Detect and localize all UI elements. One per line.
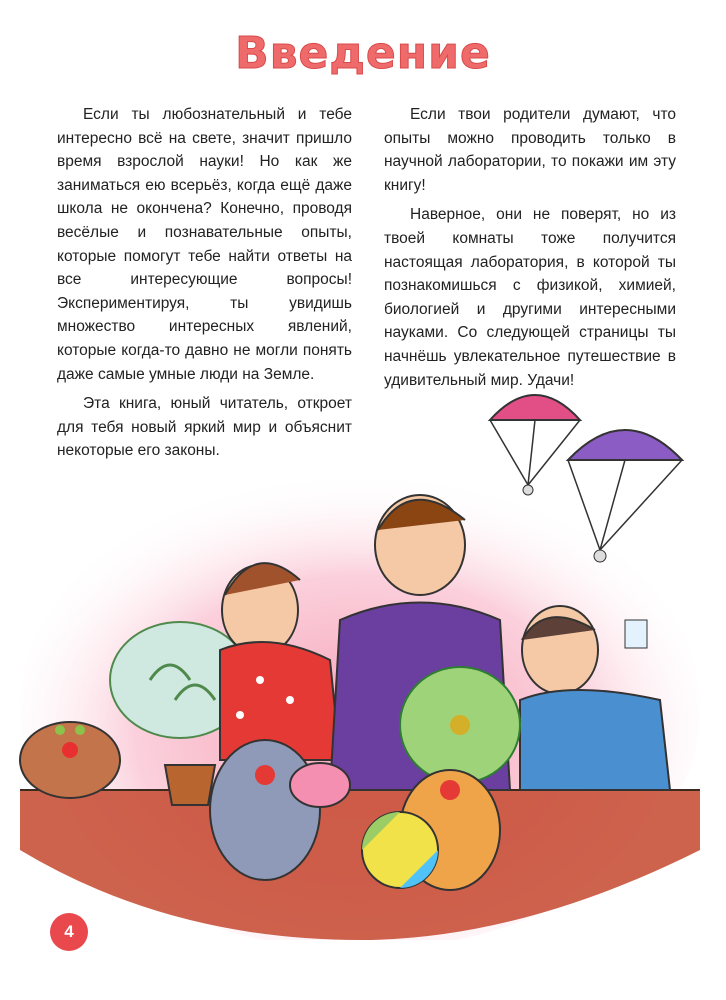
balloon-icon <box>400 667 520 783</box>
page-title: Введение <box>235 28 491 79</box>
cat-icon <box>20 722 120 798</box>
page-number-badge: 4 <box>50 913 88 951</box>
table-surface <box>20 790 700 940</box>
parachute-icon <box>490 395 580 495</box>
paragraph: Эта книга, юный читатель, откроет для тебя новый яркий мир и объяснит некоторые его законы. <box>57 395 352 460</box>
paragraph: Наверное, они не поверят, но из твоей комнаты тоже получится настоящая лаборатория, в которой ты познакомишься с физикой, химией, биологией и другими интересными науками. Со следующей страницы ты начнёшь увлекательное путешествие в удивительный мир. Удачи! <box>384 206 676 389</box>
illustration <box>0 380 726 940</box>
boy-figure <box>520 606 670 790</box>
right-text-column <box>384 103 676 398</box>
ball-icon <box>362 812 438 888</box>
paragraph: Если твои родители думают, что опыты можно проводить только в научной лаборатории, то покажи им эту книгу! <box>384 106 676 194</box>
paragraph: Если ты любознательный и тебе интересно всё на свете, значит пришло время взрослой науки! Но как же заниматься ею всерьёз, когда ещё даже школа не окончена? Конечно, проводя весёлые и познавательные опыты, которые помогут тебе найти ответы на все интересующие вопросы! Экспериментируя, ты увидишь множество интересных явлений, которые когда-то давно не могли понять даже самые умные люди на Земле. <box>57 106 352 383</box>
